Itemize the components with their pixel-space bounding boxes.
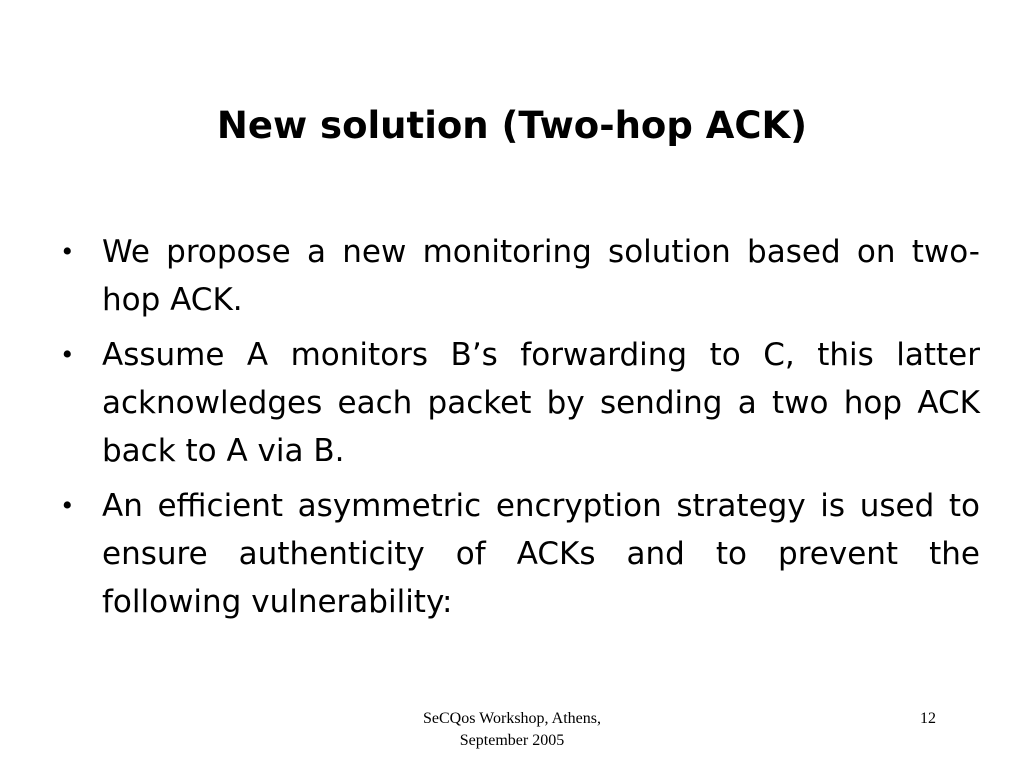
bullet-item bbox=[60, 331, 980, 475]
page-number: 12 bbox=[920, 710, 936, 727]
bullet-text: An efficient asymmetric encryption strategy is used to ensure authenticity of ACKs and to prevent the following vulnerability: bbox=[102, 488, 980, 620]
slide-title: New solution (Two-hop ACK) bbox=[216, 104, 808, 147]
bullet-item bbox=[60, 228, 980, 324]
bullet-marker: • bbox=[62, 338, 73, 371]
footer-event bbox=[362, 708, 662, 752]
bullet-item bbox=[60, 482, 980, 626]
bullet-marker: • bbox=[62, 235, 73, 268]
bullet-text: We propose a new monitoring solution based on two-hop ACK. bbox=[102, 234, 980, 318]
bullet-marker: • bbox=[62, 489, 73, 522]
footer-event-line2: September 2005 bbox=[459, 732, 565, 749]
footer-event-line1: SeCQos Workshop, Athens, bbox=[423, 710, 601, 727]
bullet-list bbox=[60, 228, 980, 626]
bullet-text: Assume A monitors B’s forwarding to C, this latter acknowledges each packet by sending a two hop ACK back to A via B. bbox=[102, 337, 980, 469]
